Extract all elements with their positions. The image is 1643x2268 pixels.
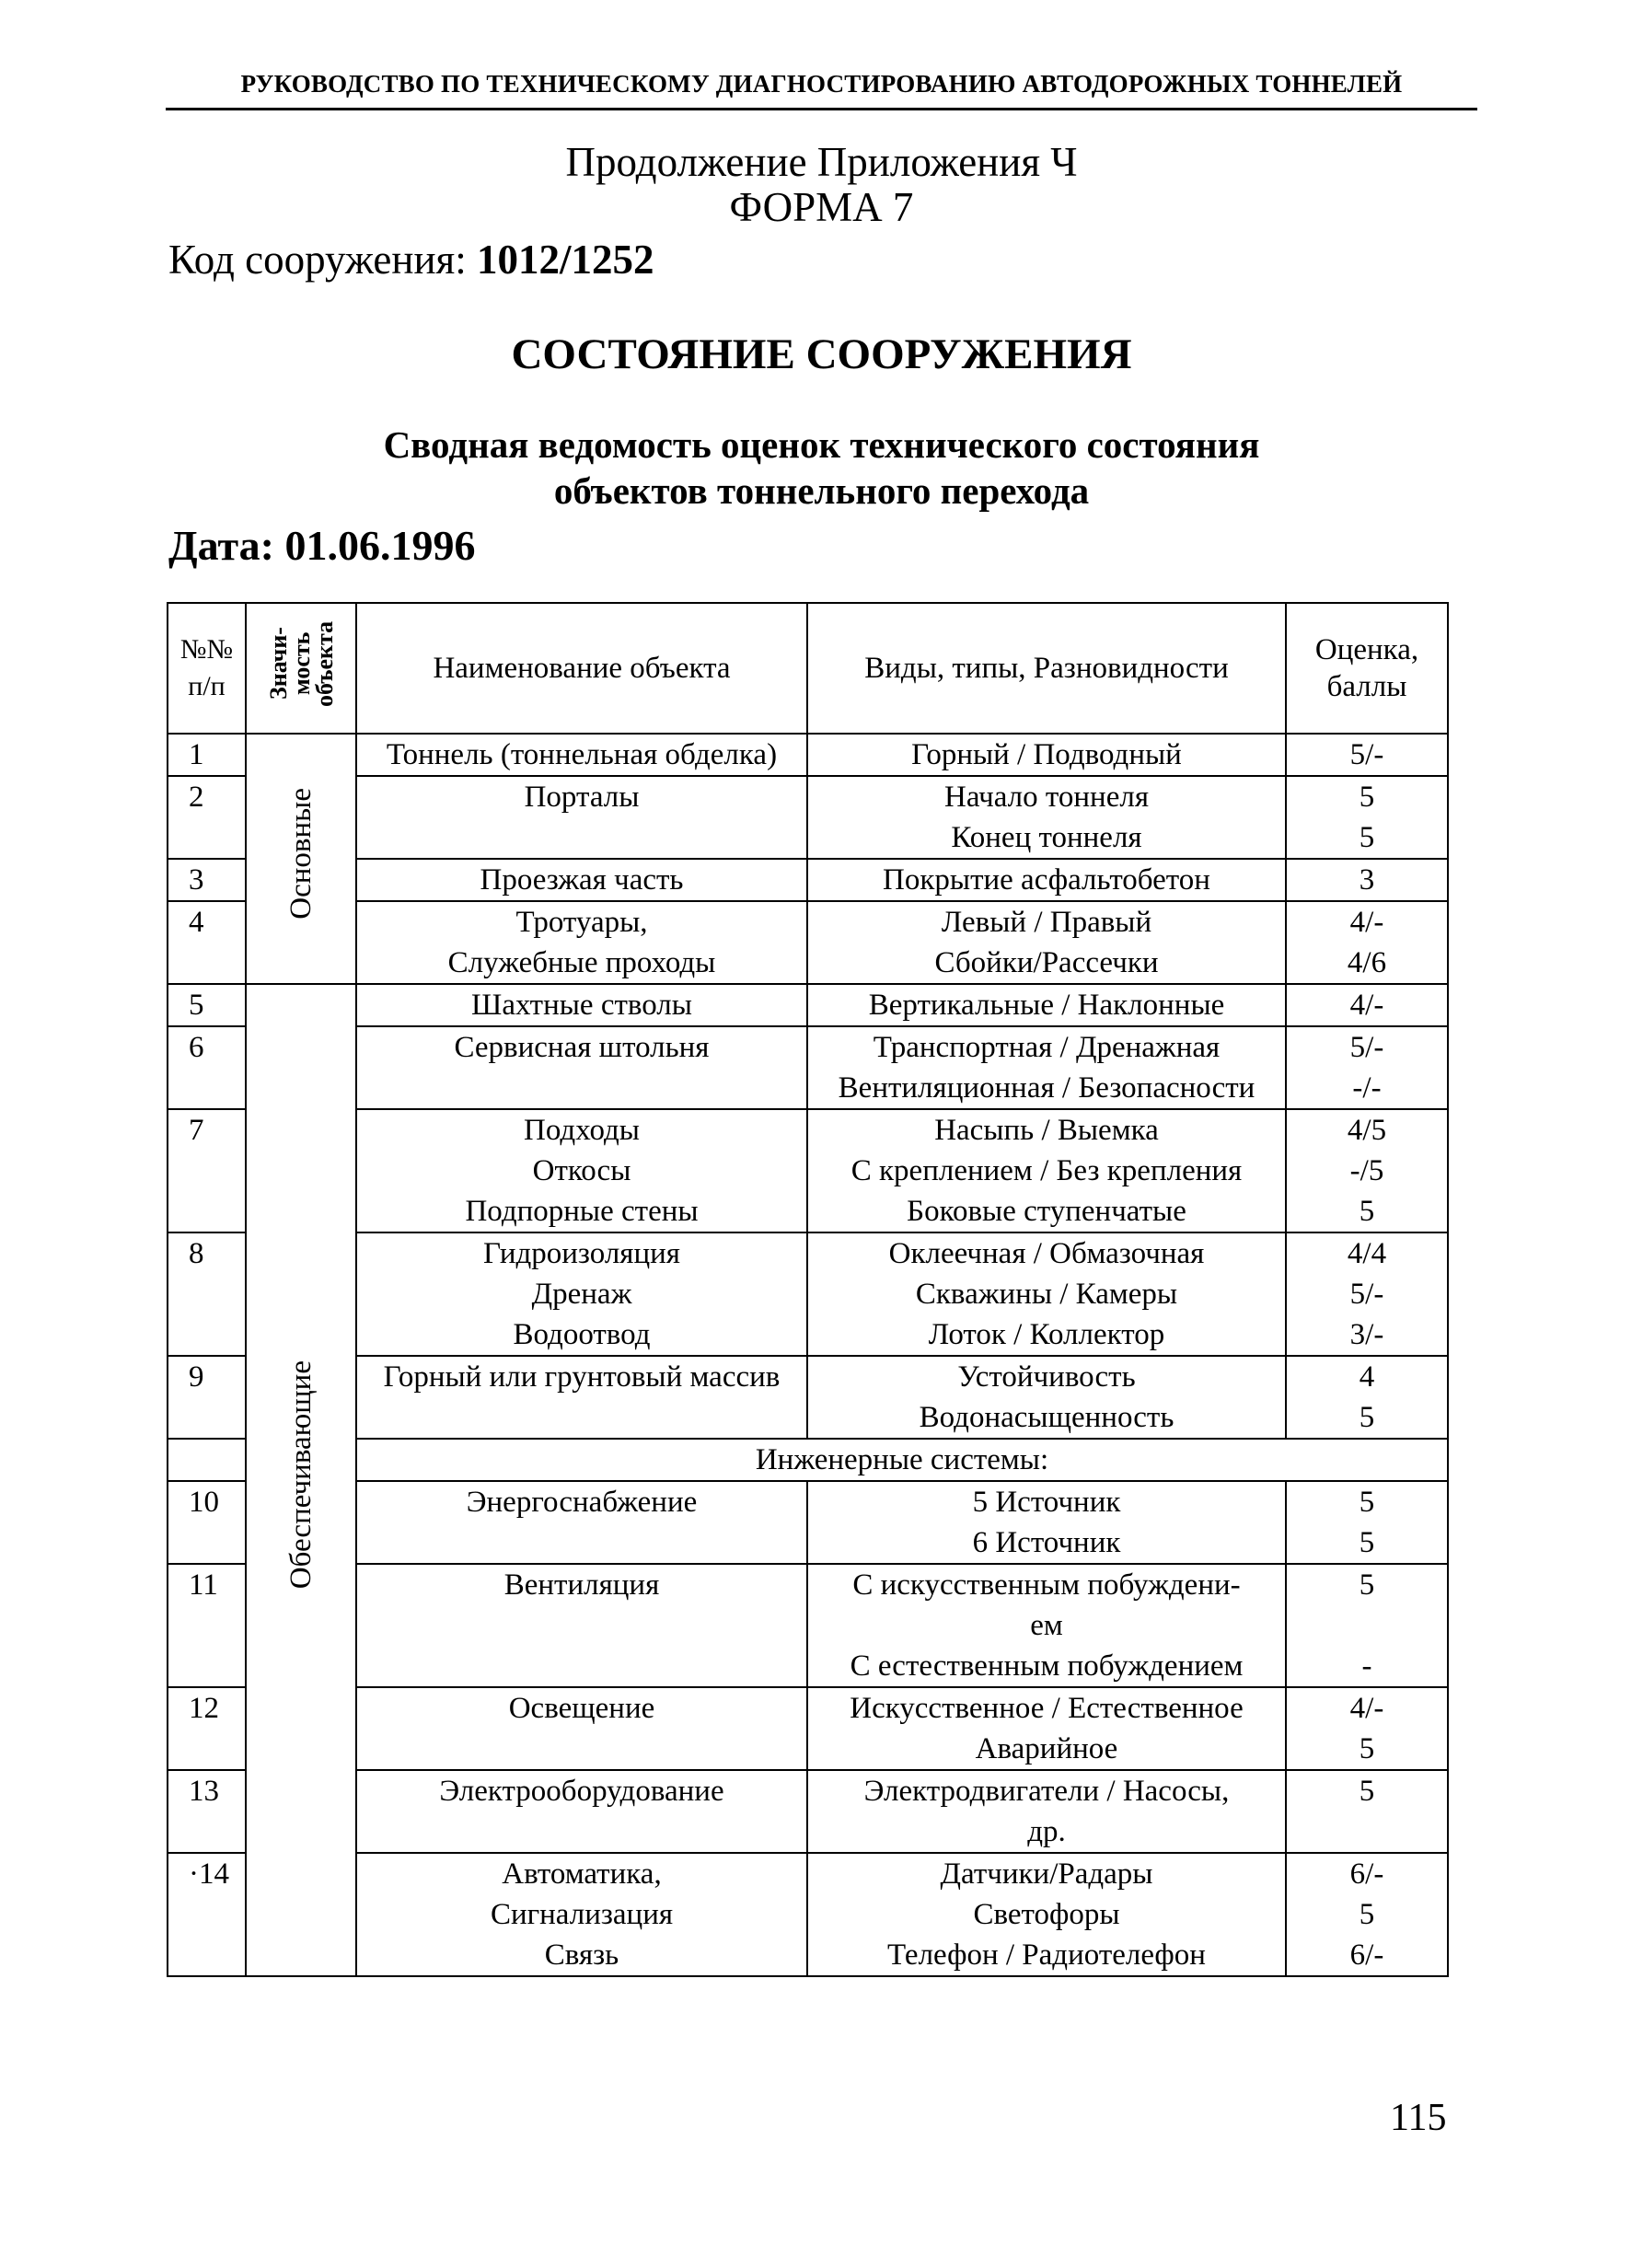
object-types xyxy=(807,1232,1286,1356)
cell-line: С искусственным побуждени- xyxy=(852,1568,1241,1602)
cell-line: Порталы xyxy=(524,781,640,814)
cell-line: Водоотвод xyxy=(513,1318,651,1351)
cell-line: Вертикальные / Наклонные xyxy=(868,989,1225,1022)
table-row xyxy=(168,1853,1448,1976)
table-row xyxy=(168,1481,1448,1564)
cell-line: Служебные проходы xyxy=(447,946,716,979)
object-types xyxy=(807,859,1286,901)
cell-line: 3/- xyxy=(1349,1318,1384,1351)
table-row xyxy=(168,984,1448,1026)
structure-code-label: Код сооружения: xyxy=(168,237,467,283)
subtitle-line-1: Сводная ведомость оценок технического состояния xyxy=(383,423,1260,466)
table-row xyxy=(168,1687,1448,1770)
table-row xyxy=(168,1770,1448,1853)
cell-line: Энергоснабжение xyxy=(466,1486,698,1519)
cell-line xyxy=(1290,1811,1443,1852)
cell-line: Левый / Правый xyxy=(941,906,1152,939)
cell-line: 5 Источник xyxy=(972,1486,1121,1519)
table-row xyxy=(168,1109,1448,1232)
cell-line: 6/- xyxy=(1349,1938,1384,1972)
cell-line: - xyxy=(1361,1649,1372,1683)
row-number: 1 xyxy=(168,734,246,776)
cell-line: 6 Источник xyxy=(972,1526,1121,1559)
cell-line: Вентиляционная / Безопасности xyxy=(838,1071,1255,1105)
object-score xyxy=(1286,776,1448,859)
row-number: 10 xyxy=(168,1481,246,1564)
cell-line: 5 xyxy=(1359,1732,1375,1765)
object-score xyxy=(1286,901,1448,984)
table-row xyxy=(168,1564,1448,1687)
table-row xyxy=(168,734,1448,776)
cell-line xyxy=(361,1605,803,1646)
cell-line: 4/5 xyxy=(1347,1114,1387,1147)
cell-line: Датчики/Радары xyxy=(940,1857,1153,1891)
object-types xyxy=(807,1770,1286,1853)
table-row xyxy=(168,901,1448,984)
date-value: 01.06.1996 xyxy=(284,522,476,569)
cell-line: Светофоры xyxy=(973,1898,1120,1931)
cell-line: 5 xyxy=(1359,1775,1375,1808)
cell-line: Подпорные стены xyxy=(465,1195,699,1228)
header-name: Наименование объекта xyxy=(356,603,807,734)
object-name xyxy=(356,1026,807,1109)
row-number: 13 xyxy=(168,1770,246,1853)
cell-line: 5 xyxy=(1359,781,1375,814)
cell-line: Горный или грунтовый массив xyxy=(383,1360,781,1394)
object-name xyxy=(356,734,807,776)
cell-line: Телефон / Радиотелефон xyxy=(887,1938,1206,1972)
object-score xyxy=(1286,1687,1448,1770)
object-types xyxy=(807,1853,1286,1976)
cell-line xyxy=(361,817,803,858)
row-number: 12 xyxy=(168,1687,246,1770)
cell-line: -/5 xyxy=(1349,1154,1384,1187)
cell-line: ем xyxy=(1030,1609,1063,1642)
appendix-continuation: Продолжение Приложения Ч xyxy=(565,139,1078,185)
row-number: 3 xyxy=(168,859,246,901)
date-label: Дата: xyxy=(168,522,274,569)
cell-line: Проезжая часть xyxy=(480,863,684,897)
cell-line: 3 xyxy=(1359,863,1375,897)
cell-line: 4/- xyxy=(1349,1692,1384,1725)
cell-line: Вентиляция xyxy=(503,1568,660,1602)
cell-line: 5/- xyxy=(1349,1278,1384,1311)
object-score xyxy=(1286,1481,1448,1564)
object-score xyxy=(1286,1356,1448,1439)
cell-line xyxy=(361,1522,803,1563)
cell-line: 5 xyxy=(1359,1568,1375,1602)
header-types: Виды, типы, Разновидности xyxy=(807,603,1286,734)
group-main-label: Основные xyxy=(284,787,318,920)
header-num: №№ п/п xyxy=(168,603,246,734)
cell-line xyxy=(361,1729,803,1769)
cell-line: др. xyxy=(1027,1815,1066,1848)
object-score xyxy=(1286,1109,1448,1232)
cell-line: С креплением / Без крепления xyxy=(850,1154,1243,1187)
table-row xyxy=(168,1356,1448,1439)
group-support-label: Обеспечивающие xyxy=(284,1360,318,1590)
cell-line: 4/6 xyxy=(1347,946,1387,979)
page-number: 115 xyxy=(1390,2097,1447,2139)
cell-line: Лоток / Коллектор xyxy=(928,1318,1165,1351)
row-number: 8 xyxy=(168,1232,246,1356)
cell-line: Горный / Подводный xyxy=(911,738,1182,771)
object-score xyxy=(1286,1770,1448,1853)
object-types xyxy=(807,1481,1286,1564)
cell-line: Автоматика, xyxy=(502,1857,662,1891)
object-types xyxy=(807,1564,1286,1687)
cell-line: 5 xyxy=(1359,1195,1375,1228)
header-score: Оценка, баллы xyxy=(1286,603,1448,734)
cell-line: Покрытие асфальтобетон xyxy=(883,863,1210,897)
row-number: 5 xyxy=(168,984,246,1026)
row-number: ·14 xyxy=(168,1853,246,1976)
table-row xyxy=(168,859,1448,901)
header-significance xyxy=(246,603,356,734)
engineering-systems-heading: Инженерные системы: xyxy=(356,1439,1448,1481)
object-score xyxy=(1286,1564,1448,1687)
cell-line: Насыпь / Выемка xyxy=(934,1114,1159,1147)
cell-line: Транспортная / Дренажная xyxy=(873,1031,1221,1064)
cell-line: Тоннель (тоннельная обделка) xyxy=(386,738,778,771)
group-main xyxy=(246,734,356,984)
cell-line: Гидроизоляция xyxy=(483,1237,680,1270)
cell-line: Начало тоннеля xyxy=(943,781,1149,814)
object-name xyxy=(356,776,807,859)
object-name xyxy=(356,1356,807,1439)
header-rule xyxy=(166,108,1477,110)
object-types xyxy=(807,1356,1286,1439)
cell-line: 5/- xyxy=(1349,738,1384,771)
cell-line: Подходы xyxy=(524,1114,640,1147)
page-title: СОСТОЯНИЕ СООРУЖЕНИЯ xyxy=(511,330,1132,378)
object-score xyxy=(1286,1026,1448,1109)
subtitle-line-2: объектов тоннельного перехода xyxy=(553,469,1090,512)
cell-line: Водонасыщенность xyxy=(919,1401,1174,1434)
object-name xyxy=(356,901,807,984)
cell-line: 6/- xyxy=(1349,1857,1384,1891)
cell-line: Оклеечная / Обмазочная xyxy=(888,1237,1205,1270)
cell-line: 5 xyxy=(1359,1486,1375,1519)
cell-line xyxy=(361,1397,803,1438)
form-label: ФОРМА 7 xyxy=(729,184,914,230)
object-types xyxy=(807,1109,1286,1232)
cell-line: Сигнализация xyxy=(490,1898,674,1931)
cell-line: 5 xyxy=(1359,1898,1375,1931)
cell-line: 4/4 xyxy=(1347,1237,1387,1270)
cell-line: Устойчивость xyxy=(957,1360,1136,1394)
report-date xyxy=(168,521,475,570)
cell-line: 4 xyxy=(1359,1360,1375,1394)
table-row xyxy=(168,1232,1448,1356)
cell-line: Тротуары, xyxy=(515,906,648,939)
structure-code xyxy=(168,236,654,284)
group-support xyxy=(246,984,356,1976)
object-name xyxy=(356,1109,807,1232)
cell-line: 5 xyxy=(1359,821,1375,854)
object-name xyxy=(356,1770,807,1853)
assessment-table xyxy=(167,602,1449,1977)
object-name xyxy=(356,859,807,901)
cell-line xyxy=(1290,1605,1443,1646)
object-types xyxy=(807,734,1286,776)
cell-line: 5 xyxy=(1359,1401,1375,1434)
cell-line xyxy=(361,1068,803,1108)
object-types xyxy=(807,1687,1286,1770)
object-score xyxy=(1286,1853,1448,1976)
table-row xyxy=(168,1026,1448,1109)
object-name xyxy=(356,984,807,1026)
row-number: 9 xyxy=(168,1356,246,1439)
cell-line: -/- xyxy=(1352,1071,1382,1105)
object-name xyxy=(356,1232,807,1356)
cell-line: Боковые ступенчатые xyxy=(907,1195,1186,1228)
object-types xyxy=(807,984,1286,1026)
cell-line: Скважины / Камеры xyxy=(915,1278,1178,1311)
cell-line: Сервисная штольня xyxy=(454,1031,710,1064)
header-significance-text: Значи- мость объекта xyxy=(264,620,338,707)
table-header-row xyxy=(168,603,1448,734)
object-types xyxy=(807,1026,1286,1109)
object-name xyxy=(356,1687,807,1770)
object-types xyxy=(807,776,1286,859)
object-name xyxy=(356,1481,807,1564)
cell-line xyxy=(361,1646,803,1686)
row-number: 11 xyxy=(168,1564,246,1687)
row-number: 7 xyxy=(168,1109,246,1232)
row-number: 2 xyxy=(168,776,246,859)
structure-code-value: 1012/1252 xyxy=(477,237,654,283)
cell-line: С естественным побуждением xyxy=(850,1649,1244,1683)
cell-line: Откосы xyxy=(532,1154,631,1187)
cell-line: Конец тоннеля xyxy=(951,821,1142,854)
object-score xyxy=(1286,734,1448,776)
table-row xyxy=(168,776,1448,859)
cell-line xyxy=(361,1811,803,1852)
cell-line: Аварийное xyxy=(975,1732,1118,1765)
cell-line: Искусственное / Естественное xyxy=(850,1692,1244,1725)
cell-line: 5/- xyxy=(1349,1031,1384,1064)
cell-line: 4/- xyxy=(1349,906,1384,939)
cell-line: 4/- xyxy=(1349,989,1384,1022)
running-header: РУКОВОДСТВО ПО ТЕХНИЧЕСКОМУ ДИАГНОСТИРОВАНИЮ АВТОДОРОЖНЫХ ТОННЕЛЕЙ xyxy=(240,70,1403,98)
section-row xyxy=(168,1439,1448,1481)
cell-line: Дренаж xyxy=(531,1278,632,1311)
object-name xyxy=(356,1853,807,1976)
section-num-empty xyxy=(168,1439,246,1481)
cell-line: 5 xyxy=(1359,1526,1375,1559)
cell-line: Электродвигатели / Насосы, xyxy=(863,1775,1230,1808)
cell-line: Освещение xyxy=(508,1692,655,1725)
cell-line: Шахтные стволы xyxy=(471,989,692,1022)
object-score xyxy=(1286,1232,1448,1356)
row-number: 6 xyxy=(168,1026,246,1109)
object-types xyxy=(807,901,1286,984)
row-number: 4 xyxy=(168,901,246,984)
object-name xyxy=(356,1564,807,1687)
cell-line: Связь xyxy=(544,1938,619,1972)
object-score xyxy=(1286,984,1448,1026)
cell-line: Электрооборудование xyxy=(439,1775,724,1808)
cell-line: Сбойки/Рассечки xyxy=(934,946,1159,979)
object-score xyxy=(1286,859,1448,901)
